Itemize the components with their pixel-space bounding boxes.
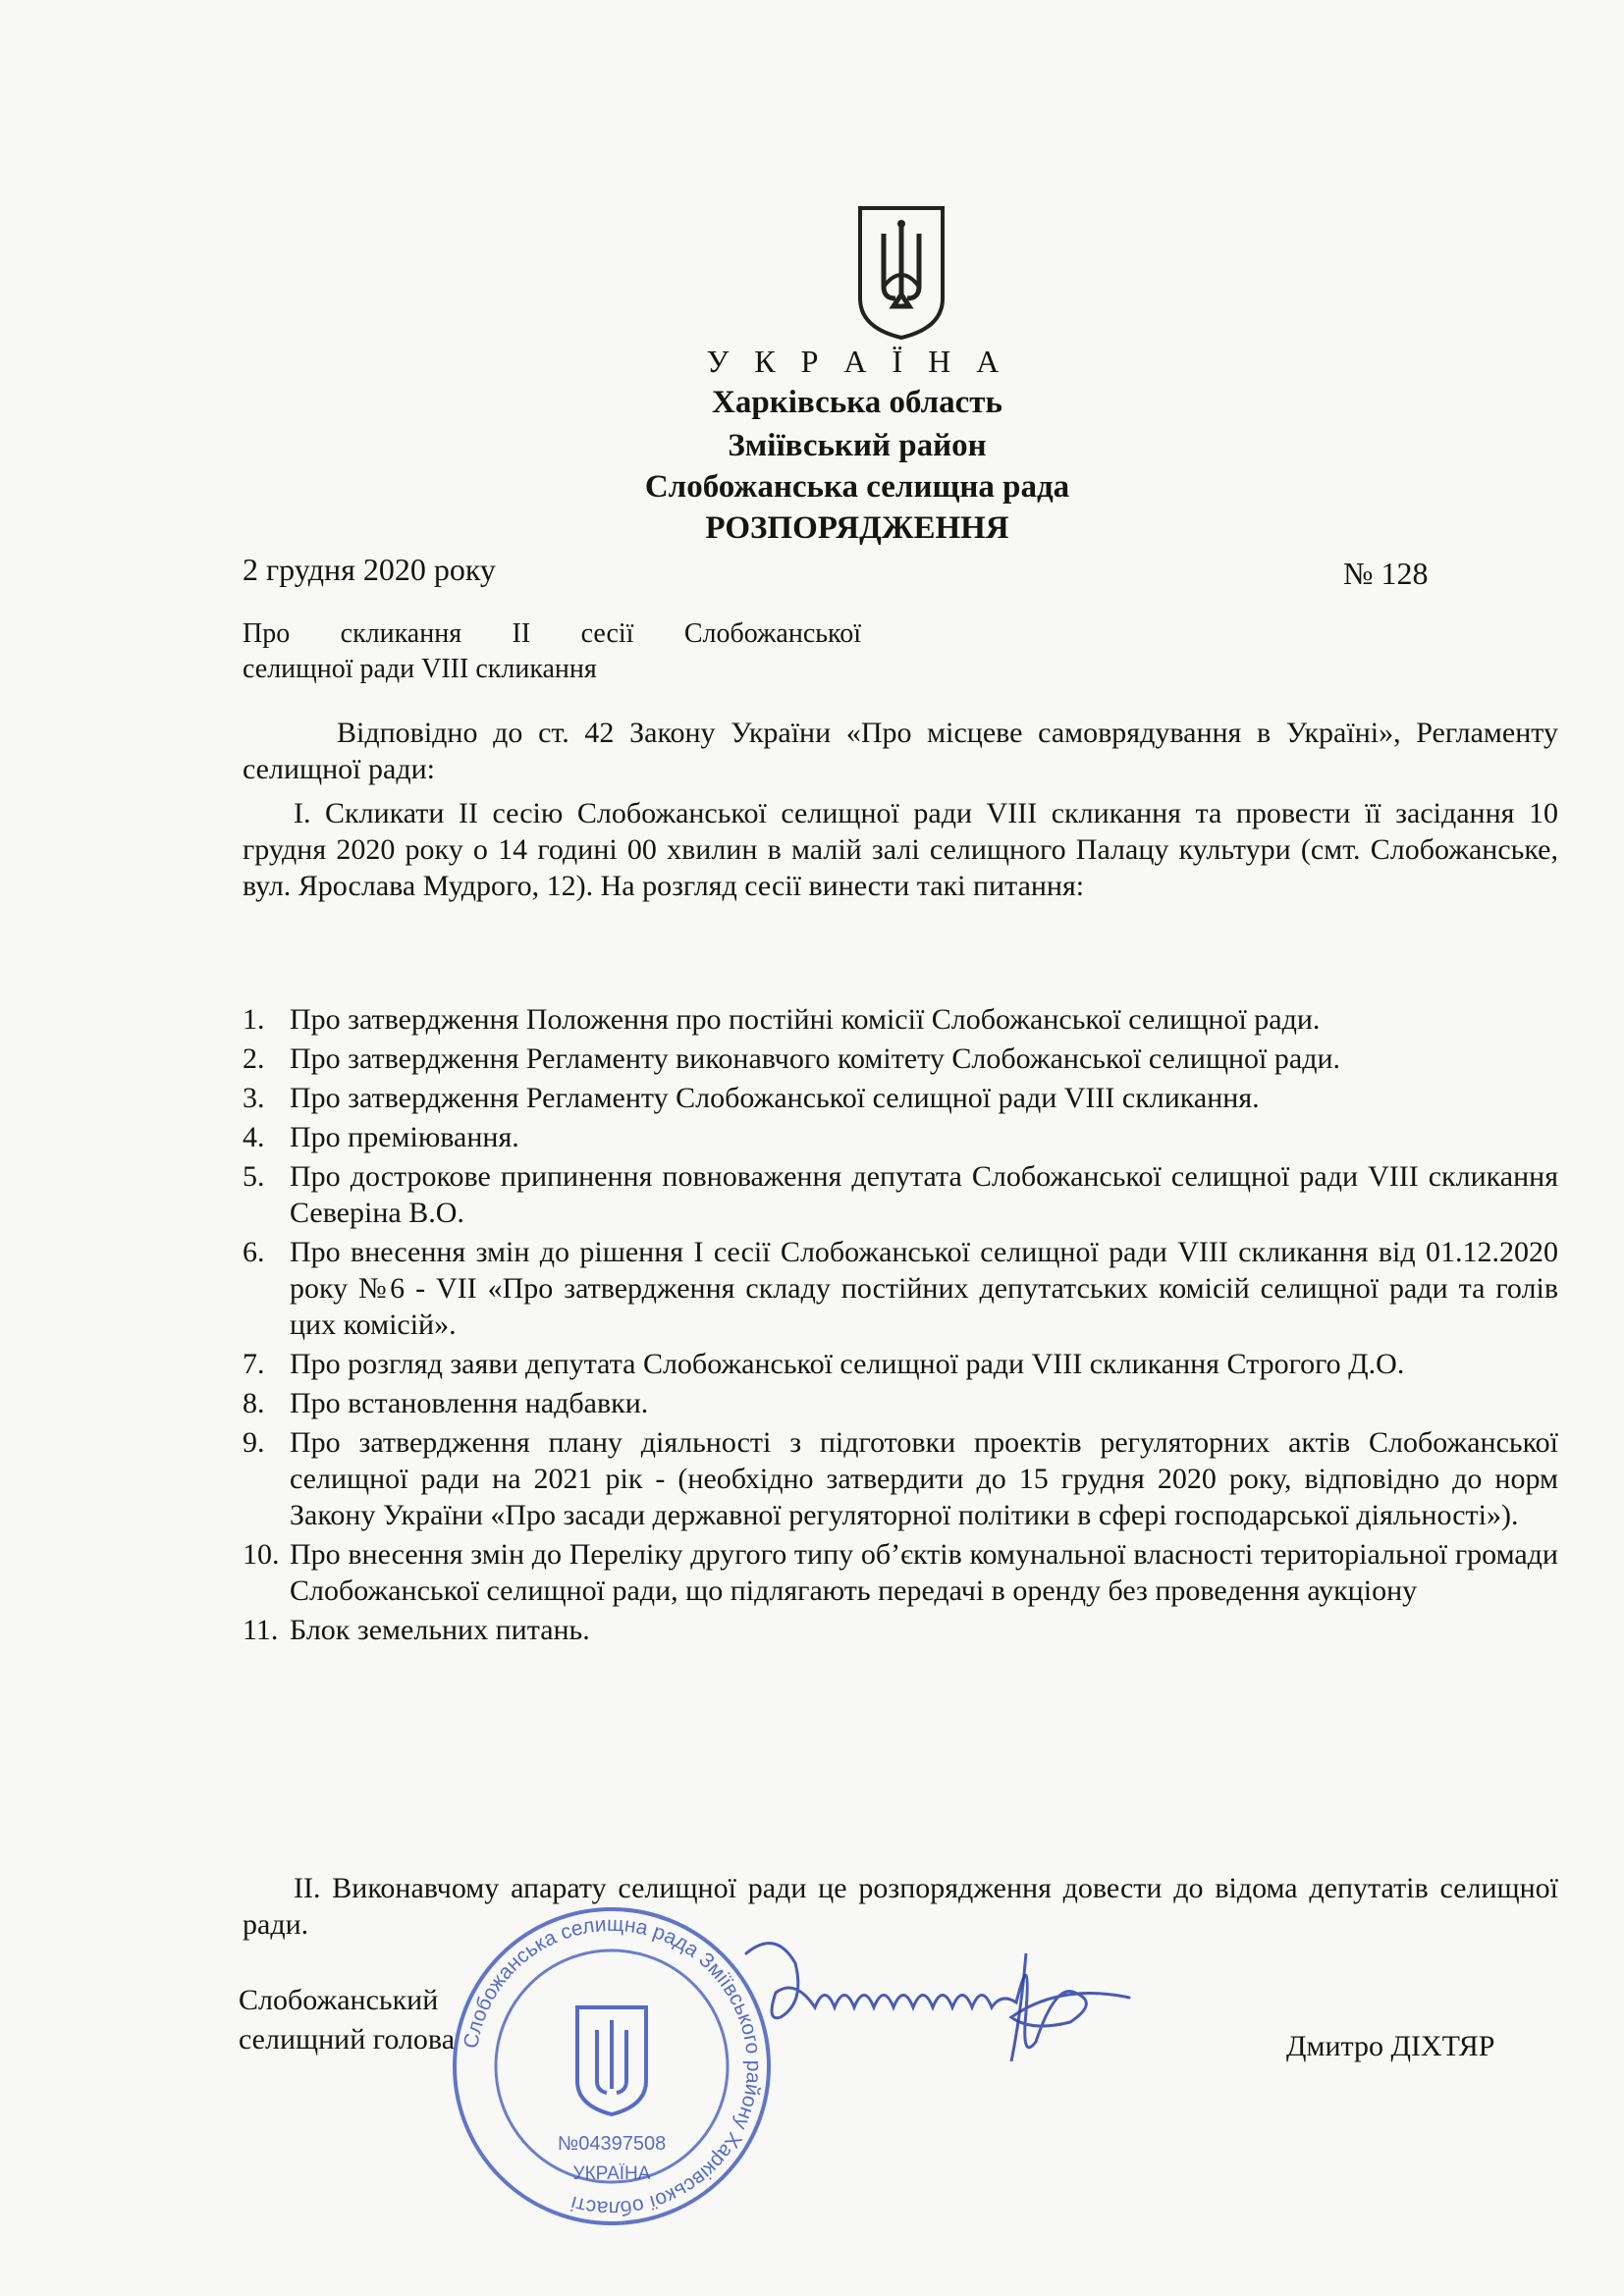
item-text: Про внесення змін до Переліку другого типу об’єктів комунальної власності територіальної громади Слобожанської селищної ради, що підлягають передачі в оренду без проведення аукціону [290, 1538, 1558, 1607]
signatory-title-line-1: Слобожанський [239, 1984, 439, 2016]
item-text: Про преміювання. [290, 1121, 519, 1153]
list-item [243, 1424, 1558, 1533]
subject-word: Слобожанської [683, 618, 861, 649]
signatory-title [239, 1981, 455, 2059]
country-heading: У К Р А Ї Н А [706, 344, 1008, 379]
item-number: 6. [243, 1236, 265, 1268]
item-number: 10. [243, 1538, 280, 1571]
subject-word: Про [243, 618, 291, 649]
item-number: 5. [243, 1160, 265, 1193]
item-text: Блок земельних питань. [290, 1614, 590, 1646]
coat-of-arms-icon [854, 204, 948, 342]
council-heading: Слобожанська селищна рада [644, 469, 1070, 505]
list-item [243, 1346, 1558, 1382]
document-date: 2 грудня 2020 року [243, 552, 496, 587]
item-text: Про затвердження Регламенту Слобожанської селищної ради VIII скликання. [290, 1082, 1260, 1114]
list-item [243, 1041, 1558, 1077]
list-item [243, 1119, 1558, 1155]
item-text: Про внесення змін до рішення І сесії Слобожанської селищної ради VIII скликання від 01.12.2020 року №6 - VII «Про затвердження складу постійних депутатських комісій селищної ради та голів цих комісій». [290, 1236, 1558, 1341]
list-item [243, 1001, 1558, 1038]
item-text: Про встановлення надбавки. [290, 1387, 649, 1419]
subject-word: сесії [580, 618, 634, 649]
item-number: 1. [243, 1003, 265, 1036]
section-two-paragraph: ІІ. Виконавчому апарату селищної ради це розпорядження довести до відома депутатів селищної ради. [243, 1872, 1558, 1941]
list-item [243, 1536, 1558, 1609]
intro-paragraph: Відповідно до ст. 42 Закону України «Про місцеве самоврядування в Україні», Регламенту селищної ради: [243, 717, 1558, 785]
stamp-ring-text: Слобожанська селищна рада Зміївського району Харківської області [460, 1912, 766, 2220]
document-subject [243, 616, 861, 687]
item-text: Про розгляд заяви депутата Слобожанської селищної ради VIII скликання Строгого Д.О. [290, 1348, 1405, 1380]
item-number: 8. [243, 1387, 265, 1419]
section-one-paragraph: І. Скликати ІІ сесію Слобожанської селищної ради VIII скликання та провести її засідання 10 грудня 2020 року о 14 годині 00 хвилин в малій залі селищного Палацу культури (смт. Слобожанське, вул. Ярослава Мудрого, 12). На розгляд сесії винести такі питання: [243, 797, 1558, 902]
signatory-name: Дмитро ДІХТЯР [1286, 2030, 1495, 2062]
list-item [243, 1612, 1558, 1648]
item-number: 9. [243, 1426, 265, 1459]
item-number: 11. [243, 1614, 279, 1646]
list-item [243, 1234, 1558, 1343]
district-heading: Зміївський район [728, 428, 987, 463]
item-text: Про дострокове припинення повноваження депутата Слобожанської селищної ради VIII скликання Северіна В.О. [290, 1160, 1558, 1229]
subject-line-2: селищної ради VIII скликання [243, 654, 597, 684]
document-number: № 128 [1343, 556, 1429, 591]
signatory-title-line-2: селищний голова [239, 2023, 456, 2056]
handwritten-signature [687, 1924, 1149, 2071]
item-number: 3. [243, 1082, 265, 1114]
stamp-emblem-icon [577, 2007, 646, 2114]
stamp-code: №04397508 [557, 2133, 667, 2155]
item-text: Про затвердження Регламенту виконавчого комітету Слобожанської селищної ради. [290, 1042, 1341, 1075]
subject-line-1 [243, 616, 861, 652]
subject-word: скликання [340, 618, 462, 649]
item-number: 4. [243, 1121, 265, 1153]
region-heading: Харківська область [712, 385, 1002, 420]
subject-word: ІІ [512, 618, 531, 649]
agenda-list [243, 1001, 1558, 1651]
list-item [243, 1158, 1558, 1231]
item-number: 2. [243, 1042, 265, 1075]
document-type-heading: РОЗПОРЯДЖЕННЯ [705, 510, 1009, 546]
item-text: Про затвердження Положення про постійні комісії Слобожанської селищної ради. [290, 1003, 1321, 1036]
item-number: 7. [243, 1348, 265, 1380]
stamp-country: УКРАЇНА [572, 2163, 651, 2184]
item-text: Про затвердження плану діяльності з підготовки проектів регуляторних актів Слобожанської селищної ради на 2021 рік - (необхідно затвердити до 15 грудня 2020 року, відповідно до норм Закону України «Про засади державної регуляторної політики в сфері господарської діяльності»). [290, 1426, 1558, 1531]
list-item [243, 1385, 1558, 1421]
list-item [243, 1080, 1558, 1116]
